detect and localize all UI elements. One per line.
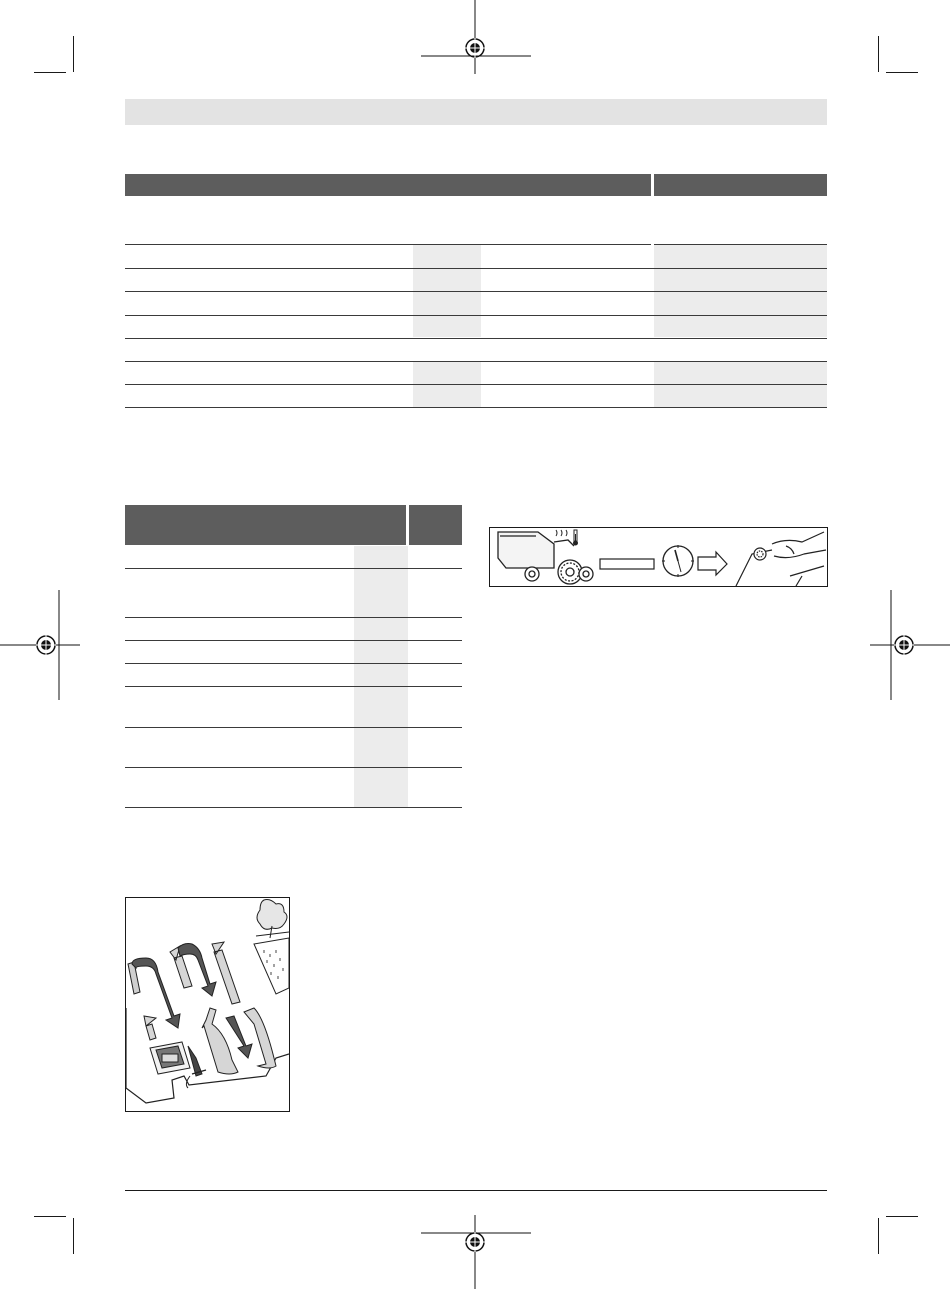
page-header-band [125, 99, 827, 125]
arrow-right-icon [698, 552, 727, 575]
thermometer-icon [573, 530, 578, 546]
registration-mark-top [421, 0, 531, 74]
cooldown-figure [489, 527, 828, 587]
mowing-pattern-figure [125, 897, 290, 1112]
registration-mark-left [0, 590, 80, 700]
arrow-right-icon [600, 559, 654, 569]
hot-mower-illustration [498, 530, 593, 584]
tree-illustration [256, 900, 289, 939]
mowing-direction-arrows [128, 942, 276, 1074]
table-top-header-value [654, 174, 827, 196]
mower-illustration [150, 1042, 206, 1076]
registration-mark-bottom [421, 1215, 531, 1289]
table-left-header-value [409, 505, 462, 545]
flower-bed-illustration [254, 938, 289, 994]
registration-mark-right [870, 590, 950, 700]
footer-rule [125, 1190, 827, 1191]
table-left-header [125, 505, 406, 545]
table-top-header [125, 174, 651, 196]
handle-hands-illustration [736, 532, 826, 586]
clock-icon [662, 545, 694, 577]
